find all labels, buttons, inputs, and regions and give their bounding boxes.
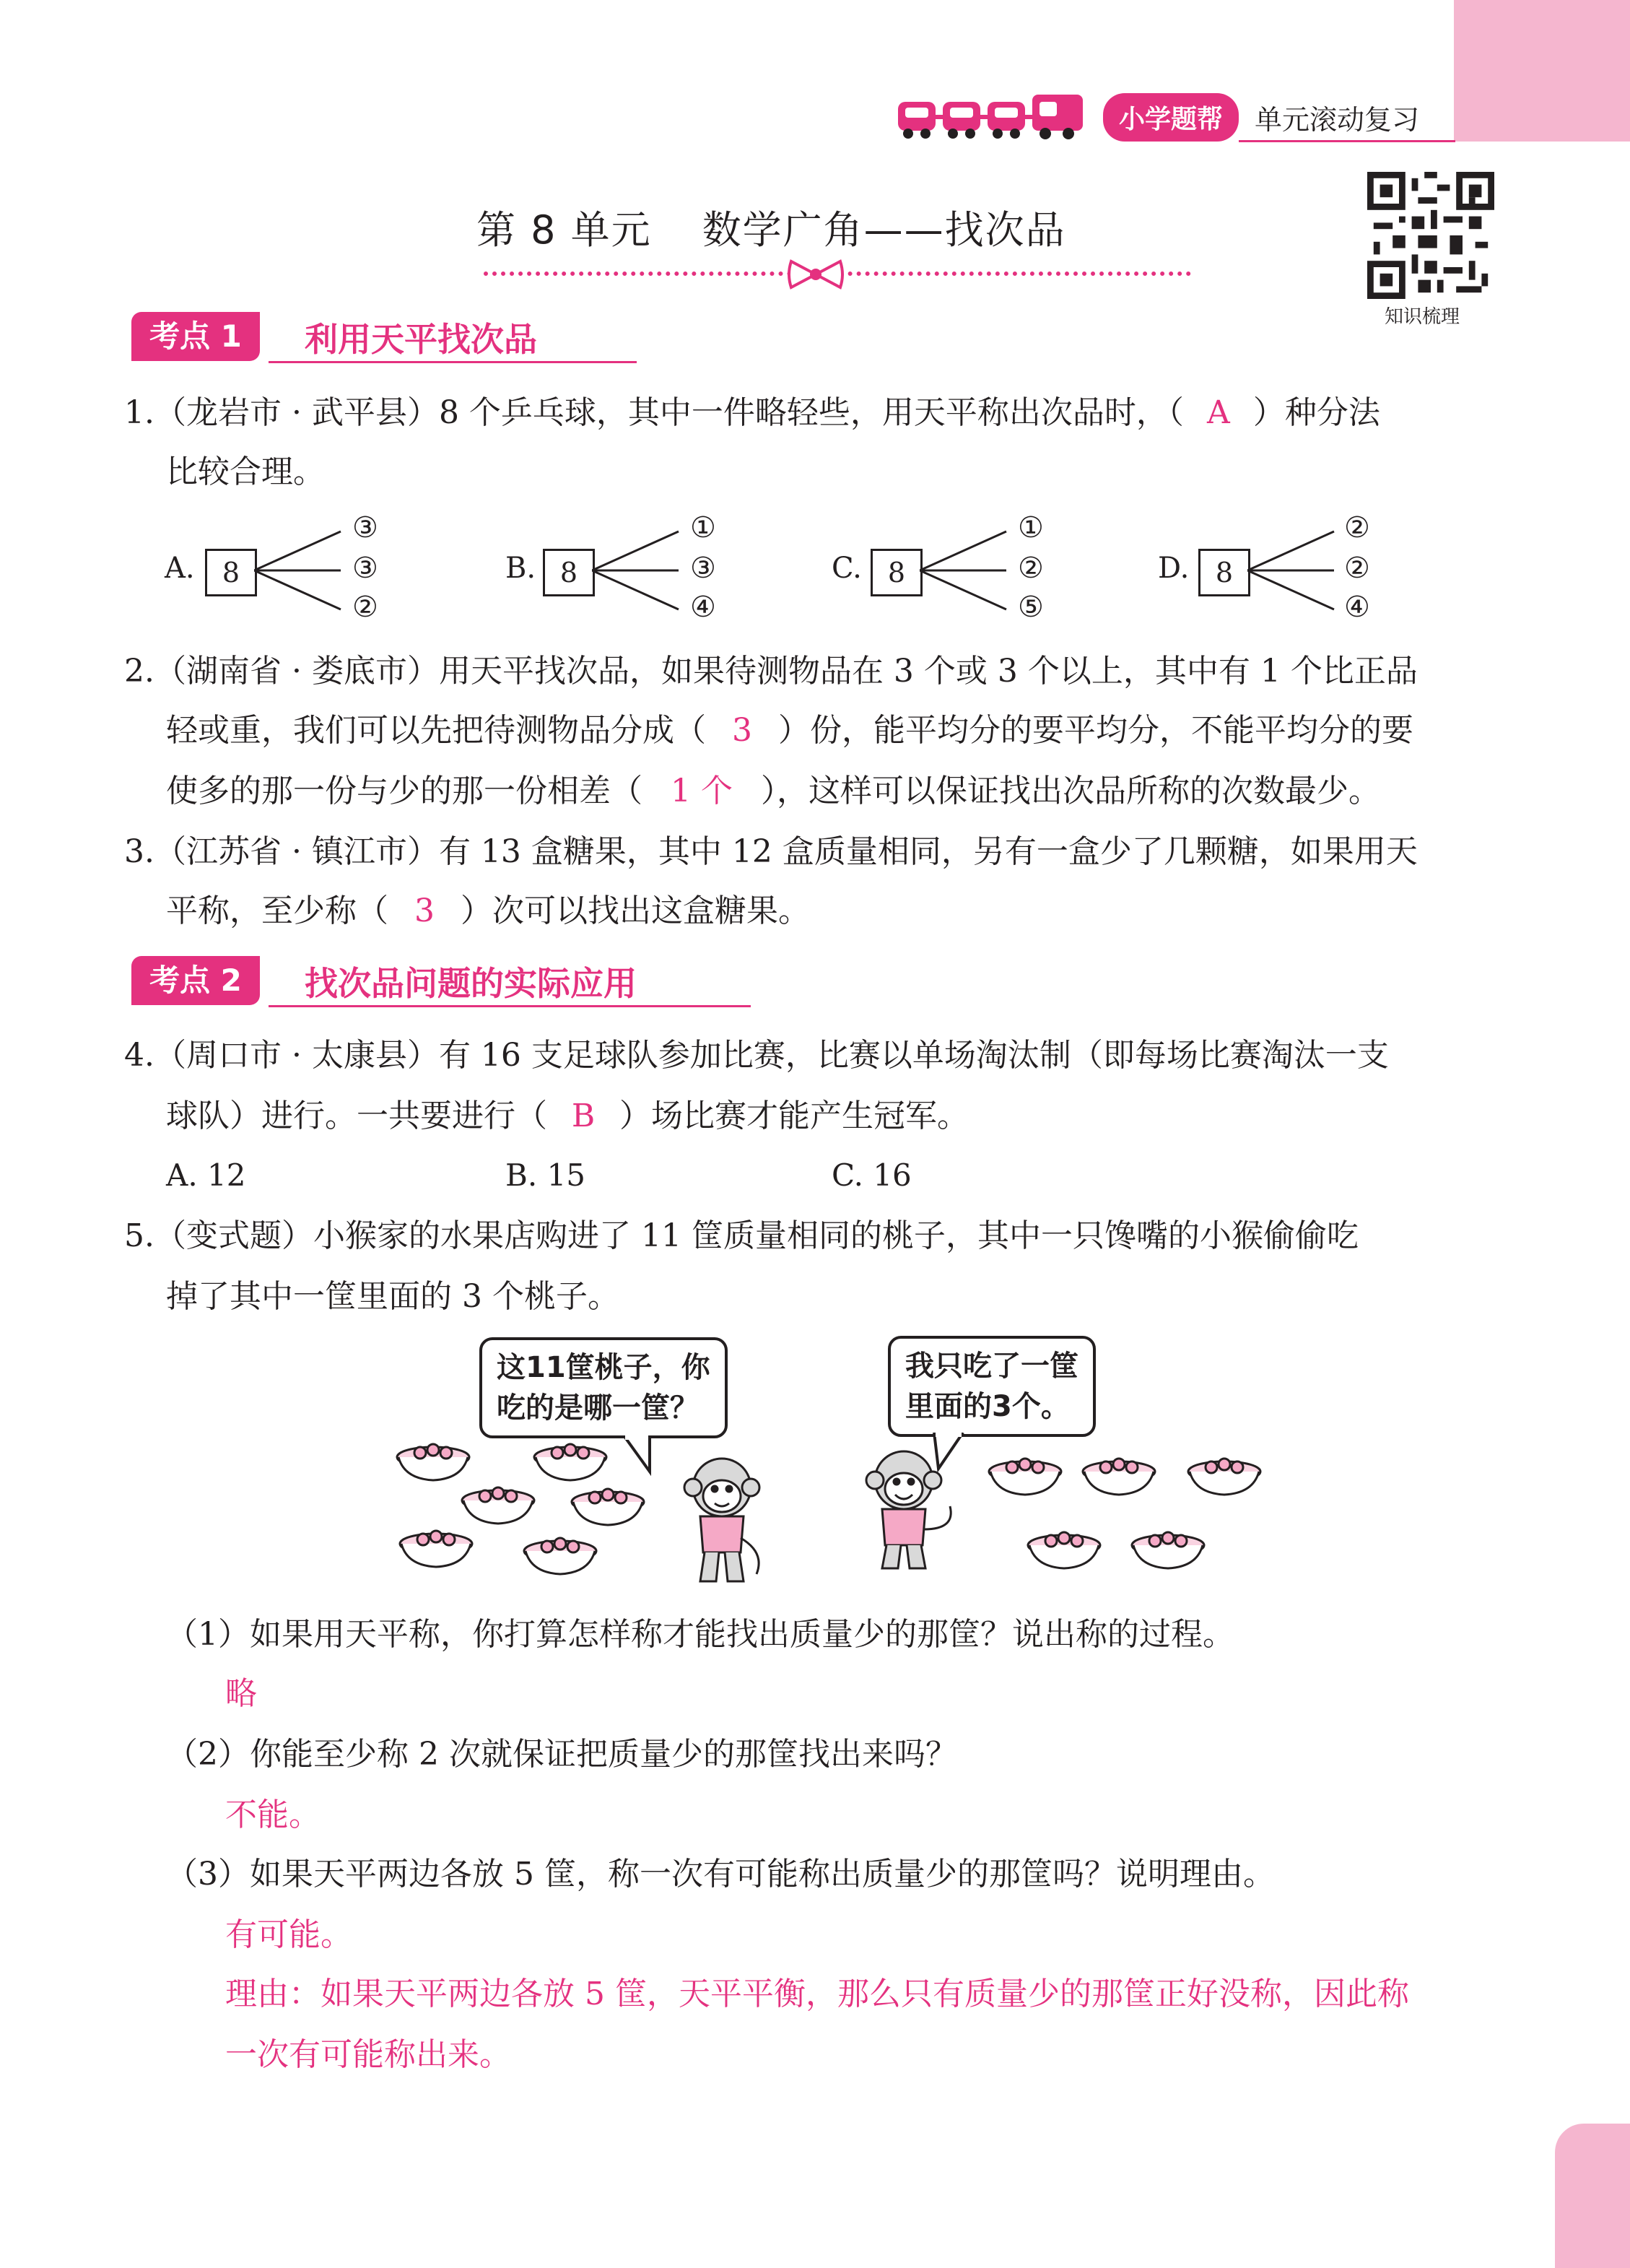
q3-answer: 3: [414, 892, 435, 929]
section-1-underline: [269, 361, 637, 363]
q2-answer-1: 3: [732, 712, 752, 749]
q2-line2: 轻或重，我们可以先把待测物品分成（ 3 ）份，能平均分的要平均分，不能平均分的要: [166, 709, 1413, 752]
q4-option-b: B. 15: [505, 1157, 586, 1193]
section-2-title: 找次品问题的实际应用: [305, 964, 637, 1003]
section-2-badge: 考点 2: [131, 956, 260, 1005]
q5-answer-3: 有可能。: [225, 1916, 352, 1953]
brand-badge: 小学题帮: [1103, 93, 1239, 142]
page-number-tab: [1555, 2124, 1630, 2268]
q5-sub1: （1）如果用天平称，你打算怎样称才能找出质量少的那筐？说出称的过程。: [166, 1616, 1234, 1653]
q1-line2: 比较合理。: [166, 453, 325, 490]
section-1-title: 利用天平找次品: [305, 320, 537, 359]
q5-sub2: （2）你能至少称 2 次就保证把质量少的那筐找出来吗？: [166, 1736, 957, 1773]
q2-answer-2: 1 个: [671, 773, 733, 809]
header-title: 单元滚动复习: [1255, 103, 1420, 136]
page-number: 31: [1439, 2124, 1471, 2153]
q5-reason-line1: 理由：如果天平两边各放 5 筐，天平平衡，那么只有质量少的那筐正好没称，因此称: [225, 1976, 1409, 2012]
q4-answer: B: [571, 1098, 596, 1134]
qr-label: 知识梳理: [1385, 306, 1460, 328]
speech-bubble-right: 我只吃了一筐 里面的3个。: [888, 1336, 1096, 1437]
q1-answer: A: [1207, 394, 1230, 431]
unit-title: [476, 199, 1066, 255]
q4-line1: 4.（周口市 · 太康县）有 16 支足球队参加比赛，比赛以单场淘汰制（即每场比赛淘汰一支: [124, 1037, 1389, 1074]
q5-answer-2: 不能。: [225, 1796, 321, 1833]
corner-tab: [1454, 0, 1630, 142]
section-2-underline: [269, 1005, 751, 1007]
q1-line1: 1.（龙岩市 · 武平县）8 个乒乓球，其中一件略轻些，用天平称出次品时，（ A ）种分法: [124, 391, 1380, 435]
q4-option-c: C. 16: [832, 1157, 912, 1193]
q4-line2: 球队）进行。一共要进行（ B ）场比赛才能产生冠军。: [166, 1095, 969, 1138]
q5-sub3: （3）如果天平两边各放 5 筐，称一次有可能称出质量少的那筐吗？说明理由。: [166, 1856, 1275, 1893]
bow-icon: [787, 258, 845, 290]
header-underline: [1239, 140, 1455, 142]
peach-baskets-right: [982, 1451, 1271, 1581]
unit-number: 第 8 单元: [476, 207, 652, 253]
q5-answer-1: 略: [225, 1675, 257, 1712]
section-1-badge: 考点 1: [131, 312, 260, 361]
q5-line1: 5.（变式题）小猴家的水果店购进了 11 筐质量相同的桃子，其中一只馋嘴的小猴偷偷吃: [124, 1217, 1359, 1254]
q5-reason-line2: 一次有可能称出来。: [225, 2036, 511, 2073]
peach-baskets-left: [390, 1437, 650, 1596]
qr-code-icon: [1366, 172, 1496, 299]
monkey-right-icon: [860, 1444, 962, 1574]
header: [895, 87, 1419, 147]
q2-line3: 使多的那一份与少的那一份相差（ 1 个 ），这样可以保证找出次品所称的次数最少。: [166, 770, 1380, 813]
q3-line1: 3.（江苏省 · 镇江市）有 13 盒糖果，其中 12 盒质量相同，另有一盒少了几颗糖，如果用天: [124, 833, 1418, 870]
q3-line2: 平称，至少称（ 3 ）次可以找出这盒糖果。: [166, 890, 810, 933]
q4-option-a: A. 12: [166, 1157, 246, 1193]
unit-topic: 数学广角——找次品: [702, 207, 1066, 253]
q5-line2: 掉了其中一筐里面的 3 个桃子。: [166, 1278, 619, 1315]
speech-bubble-left: 这11筐桃子，你 吃的是哪一筐？: [479, 1337, 728, 1438]
monkey-left-icon: [679, 1451, 765, 1589]
q2-line1: 2.（湖南省 · 娄底市）用天平找次品，如果待测物品在 3 个或 3 个以上，其中有 1 个比正品: [124, 653, 1418, 690]
train-icon: [895, 92, 1090, 142]
